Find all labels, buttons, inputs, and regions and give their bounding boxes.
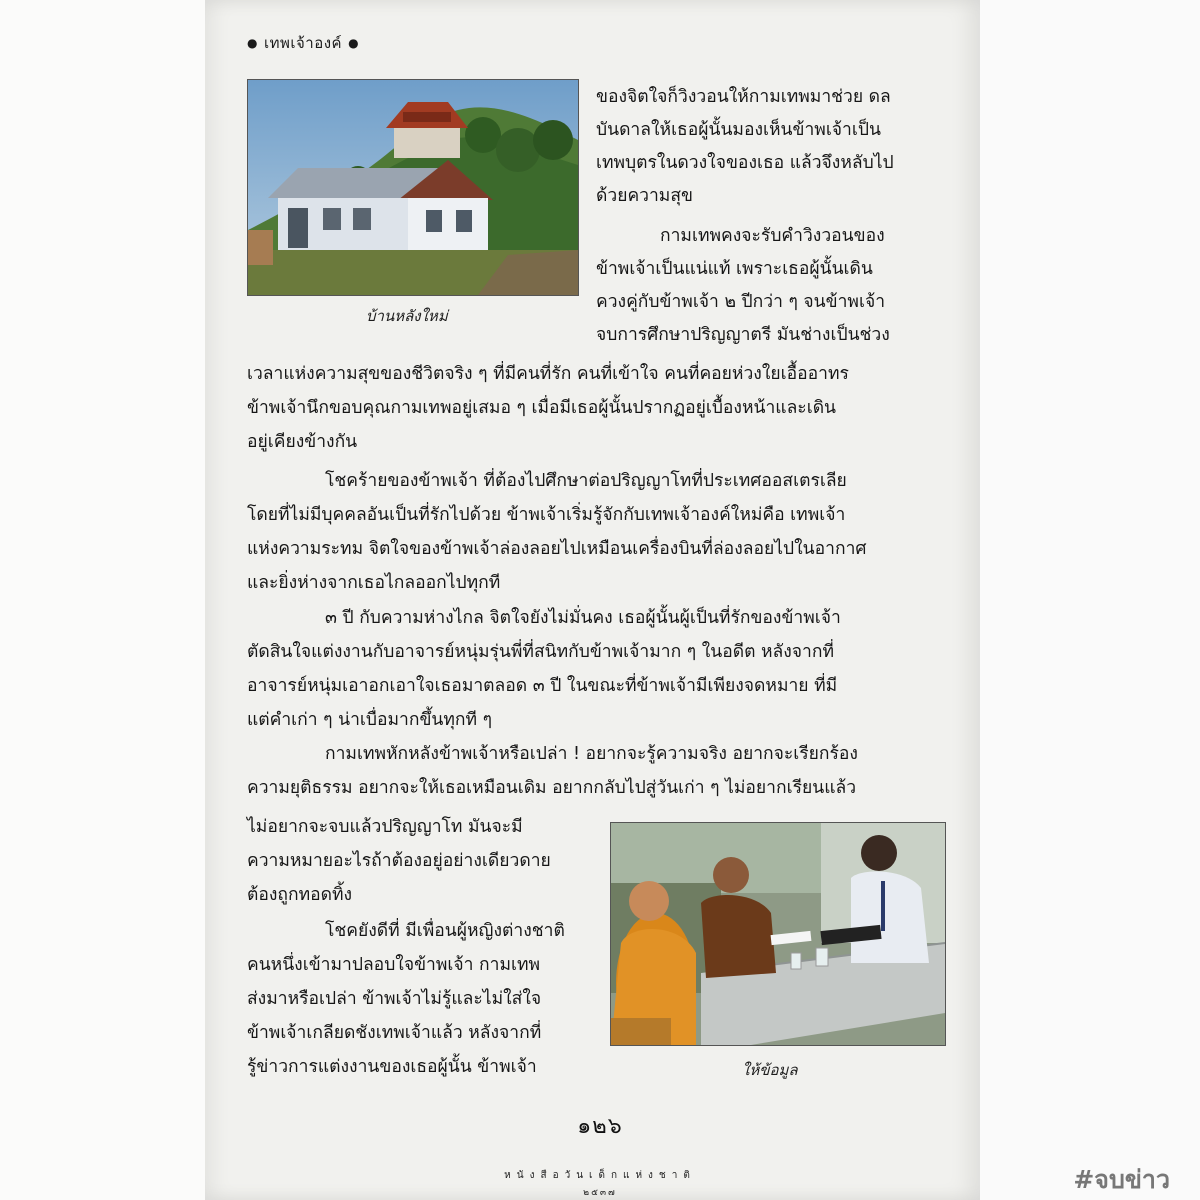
- watermark-hashtag: #จบข่าว: [1073, 1165, 1170, 1194]
- right-background: [980, 0, 1200, 1200]
- text-line: โชคร้ายของข้าพเจ้า ที่ต้องไปศึกษาต่อปริญญาโทที่ประเทศออสเตรเลีย: [325, 471, 847, 491]
- text-line: อยู่เคียงข้างกัน: [247, 432, 358, 452]
- text-line: คนหนึ่งเข้ามาปลอบใจข้าพเจ้า กามเทพ: [247, 955, 541, 975]
- text-line: ความยุติธรรม อยากจะให้เธอเหมือนเดิม อยากกลับไปสู่วันเก่า ๆ ไม่อยากเรียนแล้ว: [247, 778, 857, 798]
- text-line: โชคยังดีที่ มีเพื่อนผู้หญิงต่างชาติ: [325, 921, 565, 941]
- text-line: รู้ข่าวการแต่งงานของเธอผู้นั้น ข้าพเจ้า: [247, 1057, 537, 1077]
- text-line: โดยที่ไม่มีบุคคลอันเป็นที่รักไปด้วย ข้าพเจ้าเริ่มรู้จักกับเทพเจ้าองค์ใหม่คือ เทพเจ้า: [247, 505, 846, 525]
- header-bullet-right: ●: [348, 36, 360, 50]
- meeting-photo-caption: ให้ข้อมูล: [742, 1061, 798, 1079]
- text-line: แต่คำเก่า ๆ น่าเบื่อมากขึ้นทุกที ๆ: [247, 710, 493, 730]
- meeting-photo-image: [611, 823, 945, 1045]
- text-line: ต้องถูกทอดทิ้ง: [247, 885, 353, 905]
- house-photo-caption: บ้านหลังใหม่: [366, 307, 448, 325]
- house-photo-image: [248, 80, 578, 295]
- text-line: ตัดสินใจแต่งงานกับอาจารย์หนุ่มรุ่นพี่ที่สนิทกับข้าพเจ้ามาก ๆ ในอดีต หลังจากที่: [247, 642, 835, 662]
- text-line: ของจิตใจก็วิงวอนให้กามเทพมาช่วย ดล: [596, 87, 891, 107]
- text-line: แห่งความระทม จิตใจของข้าพเจ้าล่องลอยไปเหมือนเครื่องบินที่ล่องลอยไปในอากาศ: [247, 539, 867, 559]
- text-line: ข้าพเจ้าเป็นแน่แท้ เพราะเธอผู้นั้นเดิน: [596, 259, 873, 279]
- text-line: ส่งมาหรือเปล่า ข้าพเจ้าไม่รู้และไม่ใส่ใจ: [247, 989, 542, 1009]
- text-line: อาจารย์หนุ่มเอาอกเอาใจเธอมาตลอด ๓ ปี ในขณะที่ข้าพเจ้ามีเพียงจดหมาย ที่มี: [247, 676, 838, 696]
- text-line: ความหมายอะไรถ้าต้องอยู่อย่างเดียวดาย: [247, 851, 551, 871]
- text-line: ๓ ปี กับความห่างไกล จิตใจยังไม่มั่นคง เธอผู้นั้นผู้เป็นที่รักของข้าพเจ้า: [325, 608, 841, 628]
- footer-year: ๒๕๓๗: [583, 1188, 617, 1198]
- footer-title: หนังสือวันเด็กแห่งชาติ: [504, 1170, 696, 1181]
- text-line: กามเทพหักหลังข้าพเจ้าหรือเปล่า ! อยากจะรู้ความจริง อยากจะเรียกร้อง: [325, 744, 858, 764]
- text-line: กามเทพคงจะรับคำวิงวอนของ: [660, 226, 885, 246]
- text-line: ข้าพเจ้านึกขอบคุณกามเทพอยู่เสมอ ๆ เมื่อมีเธอผู้นั้นปรากฏอยู่เบื้องหน้าและเดิน: [247, 398, 837, 418]
- text-line: จบการศึกษาปริญญาตรี มันช่างเป็นช่วง: [596, 325, 890, 345]
- left-background: [0, 0, 205, 1200]
- text-line: ข้าพเจ้าเกลียดชังเทพเจ้าแล้ว หลังจากที่: [247, 1023, 542, 1043]
- text-line: ควงคู่กับข้าพเจ้า ๒ ปีกว่า ๆ จนข้าพเจ้า: [596, 292, 886, 312]
- page-number: ๑๒๖: [577, 1114, 623, 1139]
- text-line: บันดาลให้เธอผู้นั้นมองเห็นข้าพเจ้าเป็น: [596, 120, 881, 140]
- header-title: เทพเจ้าองค์: [263, 34, 343, 52]
- house-photo: [247, 79, 579, 296]
- text-line: และยิ่งห่างจากเธอไกลออกไปทุกที: [247, 573, 501, 593]
- text-line: เทพบุตรในดวงใจของเธอ แล้วจึงหลับไป: [596, 153, 894, 173]
- text-line: ไม่อยากจะจบแล้วปริญญาโท มันจะมี: [247, 817, 523, 837]
- running-header: [247, 31, 359, 55]
- text-line: ด้วยความสุข: [596, 186, 693, 206]
- meeting-photo: [610, 822, 946, 1046]
- text-line: เวลาแห่งความสุขของชีวิตจริง ๆ ที่มีคนที่รัก คนที่เข้าใจ คนที่คอยห่วงใยเอื้ออาทร: [247, 364, 849, 384]
- header-bullet-left: ●: [247, 36, 258, 50]
